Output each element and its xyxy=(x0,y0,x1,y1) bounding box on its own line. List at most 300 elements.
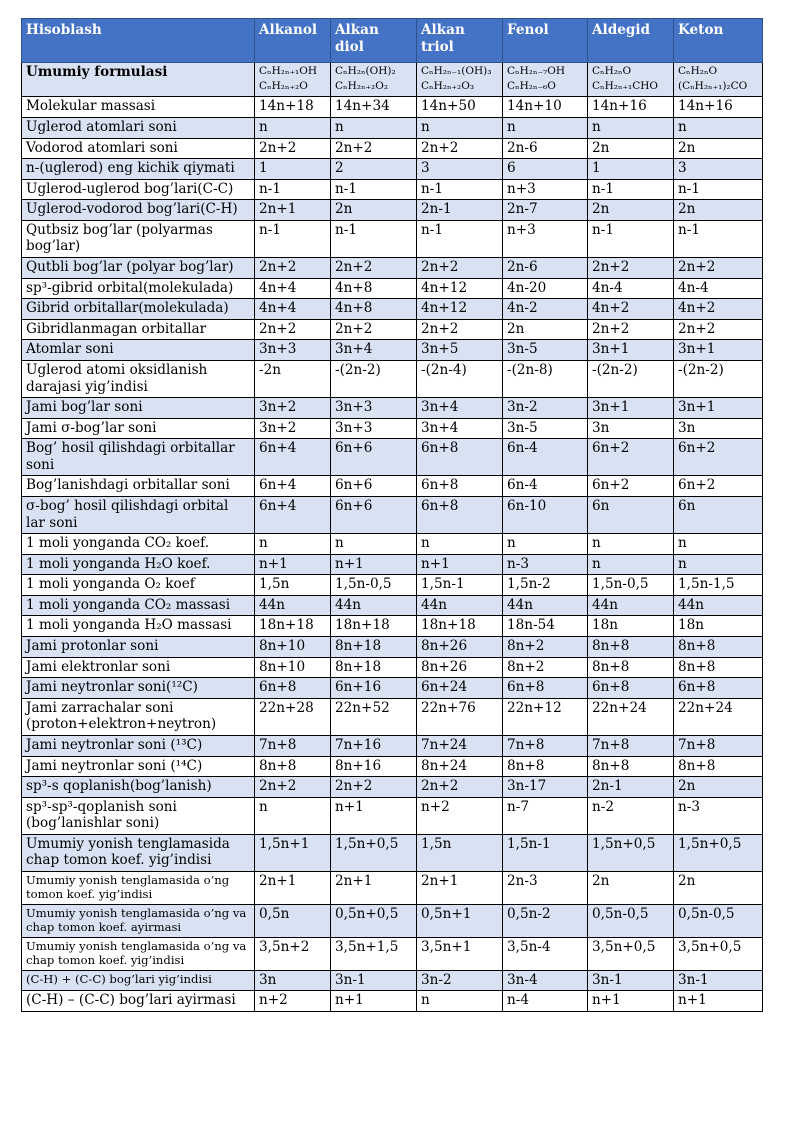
value-cell: n+2 xyxy=(255,991,331,1012)
value-cell: 6n+8 xyxy=(417,497,503,534)
value-cell: 6n+24 xyxy=(417,678,503,699)
value-cell: 3,5n+0,5 xyxy=(588,937,674,970)
value-cell: 4n-20 xyxy=(503,278,588,299)
table-row xyxy=(22,698,763,735)
value-cell: 8n+26 xyxy=(417,657,503,678)
value-cell: 6n+8 xyxy=(255,678,331,699)
value-cell: 2n xyxy=(331,200,417,221)
value-cell: 6n+4 xyxy=(255,439,331,476)
value-cell: 3n+3 xyxy=(331,418,417,439)
value-cell: 4n+4 xyxy=(255,299,331,320)
value-cell: 4n+4 xyxy=(255,278,331,299)
row-label: Jami σ-bog’lar soni xyxy=(22,418,255,439)
table-row xyxy=(22,735,763,756)
value-cell: 2n+1 xyxy=(255,871,331,904)
header-cell-hisoblash: Hisoblash xyxy=(22,19,255,63)
row-label: Jami neytronlar soni (¹³C) xyxy=(22,735,255,756)
value-cell: 2n-1 xyxy=(588,777,674,798)
value-cell: 3n xyxy=(255,970,331,991)
value-cell: 22n+24 xyxy=(674,698,763,735)
value-cell: 1,5n-2 xyxy=(503,575,588,596)
row-label: Bog’lanishdagi orbitallar soni xyxy=(22,476,255,497)
value-cell: 8n+8 xyxy=(674,756,763,777)
table-row xyxy=(22,657,763,678)
formula-cell xyxy=(255,63,331,97)
comparison-table xyxy=(21,18,763,1012)
value-cell: 7n+8 xyxy=(503,735,588,756)
value-cell: 8n+18 xyxy=(331,637,417,658)
value-cell: 2n+2 xyxy=(255,777,331,798)
value-cell: 18n xyxy=(588,616,674,637)
value-cell: -(2n-2) xyxy=(331,360,417,397)
value-cell: 6n-4 xyxy=(503,476,588,497)
table-body xyxy=(22,63,763,1012)
value-cell: 44n xyxy=(331,595,417,616)
row-label: 1 moli yonganda CO₂ massasi xyxy=(22,595,255,616)
value-cell: 4n+2 xyxy=(588,299,674,320)
value-cell: 6n+2 xyxy=(588,476,674,497)
value-cell: 6n+6 xyxy=(331,497,417,534)
value-cell: n xyxy=(417,118,503,139)
row-label: Gibrid orbitallar(molekulada) xyxy=(22,299,255,320)
value-cell: -(2n-8) xyxy=(503,360,588,397)
value-cell: n-1 xyxy=(588,220,674,257)
table-row xyxy=(22,756,763,777)
value-cell: 14n+34 xyxy=(331,97,417,118)
value-cell: 1,5n+0,5 xyxy=(331,834,417,871)
row-label: 1 moli yonganda H₂O massasi xyxy=(22,616,255,637)
value-cell: 2n+2 xyxy=(331,258,417,279)
formula-line: CₙH₂ₙ₊₂O xyxy=(259,80,308,93)
value-cell: 14n+10 xyxy=(503,97,588,118)
value-cell: 2n+1 xyxy=(417,871,503,904)
value-cell: 6n+4 xyxy=(255,476,331,497)
value-cell: 3n-4 xyxy=(503,970,588,991)
value-cell: 2n+2 xyxy=(331,138,417,159)
value-cell: 3n-1 xyxy=(331,970,417,991)
value-cell: 6n xyxy=(674,497,763,534)
value-cell: 2n+2 xyxy=(255,138,331,159)
row-label: 1 moli yonganda CO₂ koef. xyxy=(22,534,255,555)
value-cell: 3n+2 xyxy=(255,418,331,439)
value-cell: 2n+2 xyxy=(417,138,503,159)
row-label: Jami bog’lar soni xyxy=(22,398,255,419)
row-label: Jami protonlar soni xyxy=(22,637,255,658)
value-cell: 1 xyxy=(255,159,331,180)
value-cell: 2n+2 xyxy=(255,319,331,340)
value-cell: n-1 xyxy=(588,179,674,200)
value-cell: 3n+4 xyxy=(331,340,417,361)
row-label: Umumiy yonish tenglamasida o’ng tomon koef. yig’indisi xyxy=(22,871,255,904)
value-cell: 6n+6 xyxy=(331,439,417,476)
value-cell: 3n-2 xyxy=(417,970,503,991)
value-cell: 2n xyxy=(503,319,588,340)
formula-cell xyxy=(331,63,417,97)
row-label: sp³-sp³-qoplanish soni (bog’lanishlar soni) xyxy=(22,797,255,834)
row-label: Atomlar soni xyxy=(22,340,255,361)
table-row xyxy=(22,777,763,798)
value-cell: 8n+16 xyxy=(331,756,417,777)
value-cell: n xyxy=(503,118,588,139)
table-row xyxy=(22,200,763,221)
value-cell: 6n+2 xyxy=(674,439,763,476)
row-label: (C-H) – (C-C) bog’lari ayirmasi xyxy=(22,991,255,1012)
value-cell: 0,5n-0,5 xyxy=(674,904,763,937)
value-cell: 2n+2 xyxy=(417,258,503,279)
table-row xyxy=(22,970,763,991)
value-cell: -2n xyxy=(255,360,331,397)
value-cell: 14n+16 xyxy=(588,97,674,118)
value-cell: n-1 xyxy=(331,220,417,257)
row-label: Uglerod atomi oksidlanish darajasi yig’indisi xyxy=(22,360,255,397)
value-cell: 6n+8 xyxy=(417,476,503,497)
value-cell: 1,5n-1 xyxy=(417,575,503,596)
value-cell: n xyxy=(588,534,674,555)
table-row xyxy=(22,637,763,658)
table-row xyxy=(22,575,763,596)
formula-cell xyxy=(674,63,763,97)
value-cell: n-1 xyxy=(417,179,503,200)
header-cell-keton: Keton xyxy=(674,19,763,63)
value-cell: 1 xyxy=(588,159,674,180)
value-cell: 18n xyxy=(674,616,763,637)
value-cell: n+1 xyxy=(255,554,331,575)
value-cell: 7n+24 xyxy=(417,735,503,756)
value-cell: n xyxy=(417,991,503,1012)
table-row xyxy=(22,97,763,118)
value-cell: 8n+24 xyxy=(417,756,503,777)
value-cell: 2n xyxy=(588,200,674,221)
value-cell: 2n+1 xyxy=(331,871,417,904)
value-cell: 6n+2 xyxy=(588,439,674,476)
value-cell: n xyxy=(674,118,763,139)
value-cell: n-1 xyxy=(255,179,331,200)
header-cell-aldegid: Aldegid xyxy=(588,19,674,63)
value-cell: 8n+8 xyxy=(255,756,331,777)
value-cell: 2 xyxy=(331,159,417,180)
value-cell: 3n-17 xyxy=(503,777,588,798)
value-cell: n+1 xyxy=(588,991,674,1012)
formula-line: CₙH₂ₙO xyxy=(678,65,718,77)
value-cell: 2n+2 xyxy=(331,777,417,798)
row-label: sp³-gibrid orbital(molekulada) xyxy=(22,278,255,299)
value-cell: 18n+18 xyxy=(255,616,331,637)
row-label: σ-bog’ hosil qilishdagi orbital lar soni xyxy=(22,497,255,534)
value-cell: 2n-6 xyxy=(503,258,588,279)
row-label: Vodorod atomlari soni xyxy=(22,138,255,159)
value-cell: 1,5n-1,5 xyxy=(674,575,763,596)
value-cell: n xyxy=(588,118,674,139)
value-cell: 4n+8 xyxy=(331,278,417,299)
table-row xyxy=(22,398,763,419)
value-cell: 44n xyxy=(674,595,763,616)
row-label: Jami neytronlar soni(¹²C) xyxy=(22,678,255,699)
value-cell: n-1 xyxy=(674,220,763,257)
value-cell: 22n+12 xyxy=(503,698,588,735)
table-row xyxy=(22,159,763,180)
value-cell: 8n+8 xyxy=(588,637,674,658)
table-row xyxy=(22,834,763,871)
value-cell: 2n xyxy=(674,871,763,904)
value-cell: 2n xyxy=(674,138,763,159)
value-cell: n xyxy=(255,118,331,139)
value-cell: n+3 xyxy=(503,220,588,257)
row-label: Jami elektronlar soni xyxy=(22,657,255,678)
value-cell: 3n+5 xyxy=(417,340,503,361)
value-cell: 6n+8 xyxy=(503,678,588,699)
value-cell: 3n+1 xyxy=(588,398,674,419)
row-label: Umumiy yonish tenglamasida chap tomon koef. yig’indisi xyxy=(22,834,255,871)
value-cell: n+1 xyxy=(331,797,417,834)
value-cell: 7n+16 xyxy=(331,735,417,756)
table-row xyxy=(22,278,763,299)
value-cell: 3 xyxy=(674,159,763,180)
value-cell: 8n+10 xyxy=(255,637,331,658)
value-cell: 6n+6 xyxy=(331,476,417,497)
value-cell: 6n+8 xyxy=(588,678,674,699)
row-label: n-(uglerod) eng kichik qiymati xyxy=(22,159,255,180)
value-cell: n-2 xyxy=(588,797,674,834)
value-cell: 6n+16 xyxy=(331,678,417,699)
value-cell: 1,5n-0,5 xyxy=(331,575,417,596)
row-label: Qutbsiz bog’lar (polyarmas bog’lar) xyxy=(22,220,255,257)
table-row xyxy=(22,797,763,834)
value-cell: 4n+12 xyxy=(417,299,503,320)
table-row xyxy=(22,360,763,397)
value-cell: 6n+4 xyxy=(255,497,331,534)
value-cell: 6n-10 xyxy=(503,497,588,534)
value-cell: 6n xyxy=(588,497,674,534)
header-cell-alkan-triol: Alkan triol xyxy=(417,19,503,63)
row-label: Qutbli bog’lar (polyar bog’lar) xyxy=(22,258,255,279)
row-label: Uglerod atomlari soni xyxy=(22,118,255,139)
value-cell: 22n+76 xyxy=(417,698,503,735)
formula-line: CₙH₂ₙ₊₂O₂ xyxy=(335,80,389,93)
value-cell: 6n+8 xyxy=(674,678,763,699)
formula-cell xyxy=(503,63,588,97)
value-cell: 8n+2 xyxy=(503,637,588,658)
value-cell: 4n-4 xyxy=(674,278,763,299)
value-cell: 44n xyxy=(255,595,331,616)
value-cell: -(2n-2) xyxy=(588,360,674,397)
formula-line: CₙH₂ₙ₊₁CHO xyxy=(592,80,659,93)
table-row xyxy=(22,871,763,904)
value-cell: 7n+8 xyxy=(255,735,331,756)
value-cell: 3,5n-4 xyxy=(503,937,588,970)
value-cell: n-7 xyxy=(503,797,588,834)
value-cell: 2n xyxy=(674,777,763,798)
value-cell: n-3 xyxy=(503,554,588,575)
value-cell: 22n+24 xyxy=(588,698,674,735)
row-label: Gibridlanmagan orbitallar xyxy=(22,319,255,340)
value-cell: 3n-5 xyxy=(503,418,588,439)
table-row xyxy=(22,138,763,159)
table-header xyxy=(22,19,763,63)
value-cell: 3n-1 xyxy=(674,970,763,991)
value-cell: 2n+2 xyxy=(674,319,763,340)
value-cell: 4n-4 xyxy=(588,278,674,299)
table-row xyxy=(22,534,763,555)
value-cell: 6n-4 xyxy=(503,439,588,476)
formula-line: (CₙH₂ₙ₊₁)₂CO xyxy=(678,80,748,93)
value-cell: 2n+2 xyxy=(588,258,674,279)
value-cell: 1,5n xyxy=(255,575,331,596)
value-cell: 2n-1 xyxy=(417,200,503,221)
value-cell: 1,5n-0,5 xyxy=(588,575,674,596)
value-cell: n-4 xyxy=(503,991,588,1012)
value-cell: 1,5n xyxy=(417,834,503,871)
value-cell: 0,5n-0,5 xyxy=(588,904,674,937)
table-row xyxy=(22,497,763,534)
value-cell: n xyxy=(255,534,331,555)
value-cell: n+2 xyxy=(417,797,503,834)
row-label: Bog’ hosil qilishdagi orbitallar soni xyxy=(22,439,255,476)
row-label: Jami zarrachalar soni (proton+elektron+neytron) xyxy=(22,698,255,735)
value-cell: 8n+18 xyxy=(331,657,417,678)
value-cell: n-1 xyxy=(255,220,331,257)
value-cell: 18n-54 xyxy=(503,616,588,637)
value-cell: n-1 xyxy=(674,179,763,200)
value-cell: 3n+1 xyxy=(674,398,763,419)
table-row xyxy=(22,179,763,200)
value-cell: -(2n-2) xyxy=(674,360,763,397)
value-cell: 2n+2 xyxy=(674,258,763,279)
value-cell: 2n+2 xyxy=(588,319,674,340)
row-label: Molekular massasi xyxy=(22,97,255,118)
value-cell: 6n+8 xyxy=(417,439,503,476)
row-label: Umumiy yonish tenglamasida o’ng va chap tomon koef. yig’indisi xyxy=(22,937,255,970)
value-cell: 4n+2 xyxy=(674,299,763,320)
value-cell: 2n xyxy=(588,871,674,904)
row-label: Umumiy formulasi xyxy=(22,63,255,97)
value-cell: 2n xyxy=(588,138,674,159)
formula-line: CₙH₂ₙ₋₁(OH)₃ xyxy=(421,65,492,77)
value-cell: 3n+4 xyxy=(417,418,503,439)
value-cell: 6n+2 xyxy=(674,476,763,497)
row-label: 1 moli yonganda H₂O koef. xyxy=(22,554,255,575)
value-cell: 8n+10 xyxy=(255,657,331,678)
value-cell: 0,5n-2 xyxy=(503,904,588,937)
value-cell: 2n-7 xyxy=(503,200,588,221)
value-cell: 8n+8 xyxy=(674,657,763,678)
value-cell: 1,5n+0,5 xyxy=(588,834,674,871)
value-cell: 1,5n+0,5 xyxy=(674,834,763,871)
value-cell: 1,5n-1 xyxy=(503,834,588,871)
value-cell: 3n-2 xyxy=(503,398,588,419)
value-cell: 8n+8 xyxy=(503,756,588,777)
value-cell: n xyxy=(255,797,331,834)
formula-cell xyxy=(417,63,503,97)
value-cell: 3 xyxy=(417,159,503,180)
value-cell: 3,5n+0,5 xyxy=(674,937,763,970)
value-cell: 3n+1 xyxy=(588,340,674,361)
value-cell: 3,5n+1 xyxy=(417,937,503,970)
header-cell-alkanol: Alkanol xyxy=(255,19,331,63)
value-cell: 2n xyxy=(674,200,763,221)
value-cell: 1,5n+1 xyxy=(255,834,331,871)
formula-row xyxy=(22,63,763,97)
value-cell: 4n+12 xyxy=(417,278,503,299)
table-row xyxy=(22,258,763,279)
value-cell: 7n+8 xyxy=(674,735,763,756)
value-cell: 7n+8 xyxy=(588,735,674,756)
value-cell: 2n-6 xyxy=(503,138,588,159)
value-cell: n+1 xyxy=(417,554,503,575)
value-cell: n xyxy=(674,534,763,555)
value-cell: 18n+18 xyxy=(331,616,417,637)
value-cell: 3,5n+2 xyxy=(255,937,331,970)
value-cell: 3,5n+1,5 xyxy=(331,937,417,970)
value-cell: 4n+8 xyxy=(331,299,417,320)
header-row xyxy=(22,19,763,63)
table-row xyxy=(22,616,763,637)
table-row xyxy=(22,319,763,340)
value-cell: 2n+2 xyxy=(255,258,331,279)
value-cell: 2n-3 xyxy=(503,871,588,904)
value-cell: 2n+1 xyxy=(255,200,331,221)
value-cell: 3n+1 xyxy=(674,340,763,361)
value-cell: n+1 xyxy=(331,554,417,575)
value-cell: 22n+52 xyxy=(331,698,417,735)
table-row xyxy=(22,439,763,476)
value-cell: n+1 xyxy=(674,991,763,1012)
formula-line: CₙH₂ₙ₋₆O xyxy=(507,80,556,93)
value-cell: n-1 xyxy=(331,179,417,200)
formula-line: CₙH₂ₙ₋₇OH xyxy=(507,65,566,77)
value-cell: 3n+3 xyxy=(255,340,331,361)
value-cell: 8n+8 xyxy=(588,657,674,678)
value-cell: n xyxy=(331,534,417,555)
value-cell: n+3 xyxy=(503,179,588,200)
value-cell: n+1 xyxy=(331,991,417,1012)
value-cell: n xyxy=(417,534,503,555)
value-cell: 3n xyxy=(674,418,763,439)
value-cell: 3n-5 xyxy=(503,340,588,361)
value-cell: 44n xyxy=(503,595,588,616)
value-cell: -(2n-4) xyxy=(417,360,503,397)
header-cell-alkan-diol: Alkan diol xyxy=(331,19,417,63)
value-cell: 44n xyxy=(588,595,674,616)
value-cell: 3n+3 xyxy=(331,398,417,419)
value-cell: 18n+18 xyxy=(417,616,503,637)
row-label: Uglerod-uglerod bog’lari(C-C) xyxy=(22,179,255,200)
value-cell: 44n xyxy=(417,595,503,616)
value-cell: n xyxy=(674,554,763,575)
table-row xyxy=(22,118,763,139)
table-row xyxy=(22,340,763,361)
value-cell: n-1 xyxy=(417,220,503,257)
value-cell: 14n+16 xyxy=(674,97,763,118)
formula-cell xyxy=(588,63,674,97)
value-cell: 14n+50 xyxy=(417,97,503,118)
value-cell: 8n+2 xyxy=(503,657,588,678)
value-cell: 0,5n+1 xyxy=(417,904,503,937)
value-cell: 22n+28 xyxy=(255,698,331,735)
value-cell: 8n+26 xyxy=(417,637,503,658)
row-label: sp³-s qoplanish(bog’lanish) xyxy=(22,777,255,798)
value-cell: n-3 xyxy=(674,797,763,834)
formula-line: CₙH₂ₙ(OH)₂ xyxy=(335,65,396,77)
table-row xyxy=(22,678,763,699)
formula-line: CₙH₂ₙ₊₂O₃ xyxy=(421,80,475,93)
value-cell: 3n+4 xyxy=(417,398,503,419)
table-row xyxy=(22,991,763,1012)
value-cell: 0,5n+0,5 xyxy=(331,904,417,937)
row-label: Umumiy yonish tenglamasida o’ng va chap tomon koef. ayirmasi xyxy=(22,904,255,937)
table-row xyxy=(22,418,763,439)
row-label: 1 moli yonganda O₂ koef xyxy=(22,575,255,596)
table-row xyxy=(22,476,763,497)
